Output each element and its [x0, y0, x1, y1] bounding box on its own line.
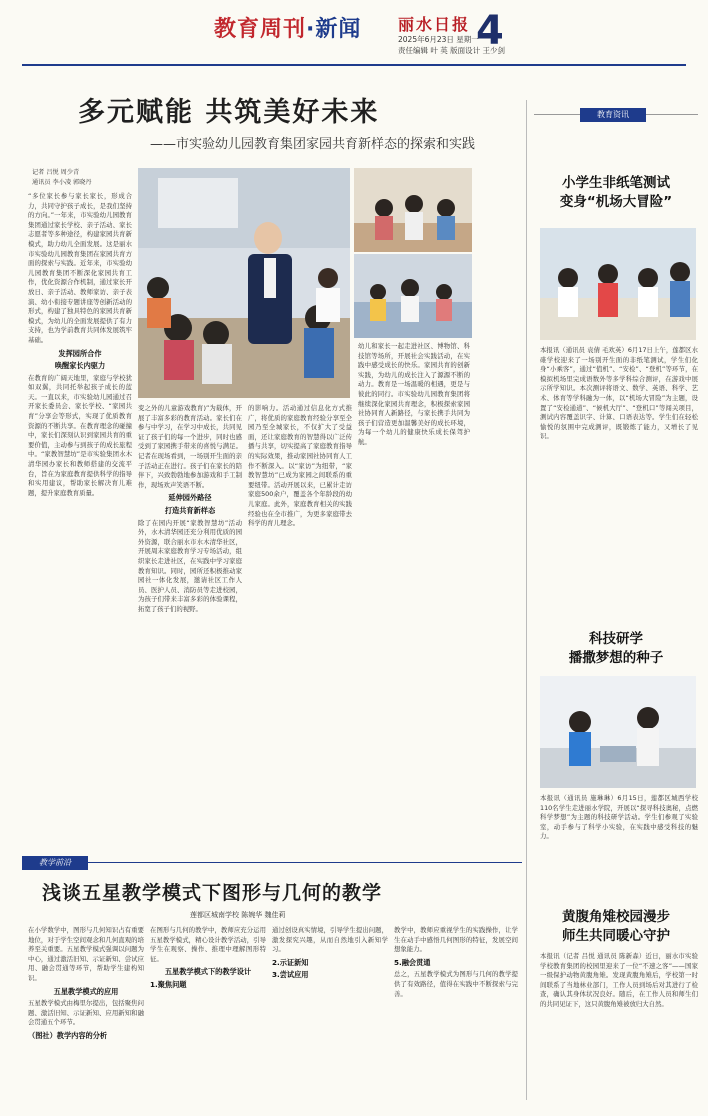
sidebar-story-3-text: 本报讯（记者 吕悦 通讯员 陈新森）近日，丽水市实验学校教育集团的校园里迎来了一位“不速之客”——国家一级保护动物黄腹角雉。发现黄腹角雉后，学校第一时间联系了当地林业部门，工作人员到场后对其进行了检查，确认其身体状况良好。随后，在工作人员和师生们的共同见证下，这只黄腹角雉被放归大自然。 [540, 952, 698, 1008]
photo-small-2-image [354, 254, 472, 338]
section-title [214, 12, 361, 43]
bottom-column-3 [272, 926, 388, 1110]
masthead-rule [22, 64, 686, 66]
sidebar-tag-label: 教育资讯 [580, 108, 646, 122]
masthead [0, 0, 708, 62]
bottom-band [22, 856, 134, 870]
section-title-sub: ·新闻 [306, 17, 362, 42]
bottom-headline: 浅谈五星教学模式下图形与几何的教学 [42, 882, 383, 904]
sidebar-story-3-title: 黄腹角雉校园漫步 师生共同暖心守护 [562, 909, 670, 944]
article-column-1 [28, 192, 132, 852]
photo-small-2 [354, 254, 472, 338]
bottom-column-3-text: 通过创设真实情境，引导学生提出问题，激发探究兴趣，从而自然地引入新知学习。 [272, 926, 388, 954]
bottom-byline: 莲都区城南学校 陈婉华 魏佳莉 [190, 911, 286, 919]
article-column-2-text-2: 除了在园内开展“家教智慧坊”活动外，水木清华园还充分利用优质的园外资源，联合丽水市水木清华社区，开展周末家庭教育学习专场活动，组织家长走进社区，在实践中学习家庭教育知识。同时，园所还积极推动家园社一体化发展，邀请社区工作人员、医护人员、消防员等走进校园，为孩子们带来丰富多彩的体验课程，拓宽了孩子们的视野。 [138, 518, 242, 613]
byline: 记者 吕悦 周少青 通讯员 李小凌 郭晓丹 [32, 169, 92, 186]
bottom-band-label: 教学前沿 [22, 856, 88, 870]
bottom-subheading-1b: （图社）教学内容的分析 [28, 1030, 108, 1040]
sidebar-story-1-text: 本报讯（通讯员 袁倩 毛欢英）6月17日上午，莲都区水碓学校迎来了一场别开生面的非纸笔测试，学生们化身“小乘客”，通过“值机”、“安检”、“登机”等环节，在模拟机场里完成语数外等多学科综合测评，在游戏中展示所学知识。本次测评将语文、数学、英语、科学、艺术、体育等学科融为一体，以“机场大冒险”为主题，设置了“安检通道”、“候机大厅”、“登机口”等闯关项目，测试内容覆盖识字、计算、口语表达等。学生们在轻松愉悦的氛围中完成测评，既锻炼了能力，又增长了见识。 [540, 346, 698, 441]
sidebar-photo-1-image [540, 228, 696, 340]
page-number: 4 [476, 8, 504, 54]
bottom-column-1-text: 在小学数学中，图形与几何知识占有重要地位，对于学生空间观念和几何直观的培养至关重要。五星教学模式强调以问题为中心，通过激活旧知、示证新知、尝试应用、融会贯通等环节，帮助学生建构知识。 [28, 926, 144, 982]
bottom-column-1-text-2: 五星教学模式由梅里尔提出，包括聚焦问题、激活旧知、示证新知、应用新知和融会贯通五个环节。 [28, 999, 144, 1027]
paper-name: 丽水日报 [398, 15, 471, 34]
bottom-column-2 [150, 926, 266, 1110]
article-column-2-text: 变之外的儿童游戏教育)”为载体，开展了丰富多彩的教育活动。家长们在参与中学习，在学习中成长，共同见证了孩子们的每一个进步，同时也感受到了家园携手带来的喜悦与满足。记者在现场看到，一场别开生面的亲子活动正在进行。孩子们在家长的陪伴下，兴致勃勃地参加游戏和手工制作，现场欢声笑语不断。 [138, 404, 242, 489]
article-column-1-text: “多位家长参与家长家长，形成合力，共同守护孩子成长，是我们坚持的方向。”一年来，市实验幼儿园教育集团通过家长学校、亲子活动、家长志愿者等多种途径，构建家园共育新模式，助力幼儿全面发展。这是丽水市实验幼儿园教育集团在家园共育方面的探索与实践。近年来，市实验幼儿园教育集团不断深化家园共育工作，优化资源合作机制，通过家长开放日、亲子活动、教师家访、亲子表演、幼小衔接专题讲座等创新活动的形式，构建了独具特色的家园共育新模式，为幼儿的全面发展提供了有力支持，也为学前教育共同体发展筑牢基础。 [28, 192, 132, 344]
bottom-subheading-3: 2.示证新知 [272, 957, 309, 967]
main-photo-image [138, 168, 350, 398]
subheading-1a: 发挥园所合作 [58, 348, 102, 358]
bottom-subheading-2: 五星教学模式下的教学设计 [164, 967, 252, 977]
bottom-column-2-text: 在图形与几何的教学中，教师应充分运用五星教学模式，精心设计教学活动，引导学生在观察、操作、推理中理解图形特征。 [150, 926, 266, 963]
sidebar-story-2-text: 本报讯（通讯员 施琳琳）6月15日，莲都区城西学校110名学生走进丽水学院，开展以“探寻科技奥秘，点燃科学梦想”为主题的科技研学活动。学生们参观了实验室，动手参与了科学小实验，在实践中感受科技的魅力。 [540, 794, 698, 841]
column-divider [526, 100, 527, 1100]
bottom-subheading-1: 五星教学模式的应用 [53, 986, 119, 996]
photo-small-1 [354, 168, 472, 252]
subheading-2a: 延伸园外路径 [168, 493, 212, 503]
sidebar-photo-2-image [540, 676, 696, 788]
main-subhead: ——市实验幼儿园教育集团家园共育新样态的探索和实践 [150, 137, 476, 152]
date-line: 2025年6月23日 星期一 [398, 35, 479, 44]
article-column-3-text: 的影响力。活动通过信息化方式推广，将优质的家庭教育经验分享至全园乃至全城家长，不仅扩大了受益面，还让家庭教育的智慧得以广泛传播与共享，切实提高了家庭教育指导的实际效果，推动家园社协同育人工作不断深入。以“家访”为纽带，“家教智慧坊”已成为家园之间联系的重要纽带。活动开展以来，已累计走访家庭500余户，覆盖各个年龄段的幼儿家庭。此外，家庭教育相关的实践经验也在全市推广，为更多家庭带去科学的育儿理念。 [248, 404, 352, 528]
bottom-subheading-3b: 3.尝试应用 [272, 970, 309, 980]
sidebar-story-2-title: 科技研学 播撒梦想的种子 [568, 631, 664, 666]
sidebar-tag [534, 108, 698, 122]
bottom-subheading-4: 5.融会贯通 [394, 957, 431, 967]
sidebar-photo-1 [540, 228, 696, 340]
subheading-1b: 唤醒家长内驱力 [54, 361, 106, 371]
bottom-column-1 [28, 926, 144, 1110]
bottom-column-4-text-2: 总之，五星教学模式为图形与几何的教学提供了有效路径，值得在实践中不断探索与完善。 [394, 970, 518, 998]
article-column-3 [248, 404, 352, 852]
bottom-column-4 [394, 926, 518, 1110]
main-headline: 多元赋能 共筑美好未来 [78, 97, 380, 128]
photo-small-1-image [354, 168, 472, 252]
subheading-2b: 打造共育新样态 [164, 505, 216, 515]
article-column-4 [358, 342, 470, 852]
bottom-subheading-2b: 1.聚焦问题 [150, 979, 187, 989]
article-column-2 [138, 404, 242, 852]
sidebar-photo-2 [540, 676, 696, 788]
sidebar-story-1-title: 小学生非纸笔测试 变身“机场大冒险” [559, 175, 673, 210]
section-title-main: 教育周刊 [214, 17, 307, 42]
main-photo [138, 168, 350, 398]
editor-line: 责任编辑 叶 英 版面设计 王少剑 [398, 46, 506, 55]
article-column-4-text: 幼儿和家长一起走进社区、博物馆、科技馆等场所，开展社会实践活动，在实践中感受成长的快乐。家园共育的创新实践，为幼儿的成长注入了源源不断的动力。教育是一场温暖的相遇，更是与彼此的同行。市实验幼儿园教育集团将继续深化家园共育理念，积极探索家园社协同育人新路径，与家长携手共同为孩子们营造更加温馨美好的成长环境，为每一个幼儿的健康快乐成长保驾护航。 [358, 342, 470, 446]
bottom-column-4-text: 教学中，教师应重视学生的实践操作，让学生在动手中感悟几何图形的特征，发展空间想象能力。 [394, 926, 518, 954]
article-column-1-text-2: 在教育的广阔天地里，家庭与学校犹如双翼，共同托举起孩子成长的蓝天。一直以来，市实验幼儿园通过召开家长委员会、家长学校、“家园共育”分享会等形式，实现了优质教育资源的不断共享。在教育理念的碰撞中，家长们深刻认识到家园共育的重要价值，主动参与到孩子的成长旅程中。“家教智慧坊”是市实验集团水木清华园办家长和教师搭建的交流平台，旨在为家庭教育提供科学的指导和实用建议，帮助家长解决育儿难题，提升家庭教育质量。 [28, 373, 132, 497]
